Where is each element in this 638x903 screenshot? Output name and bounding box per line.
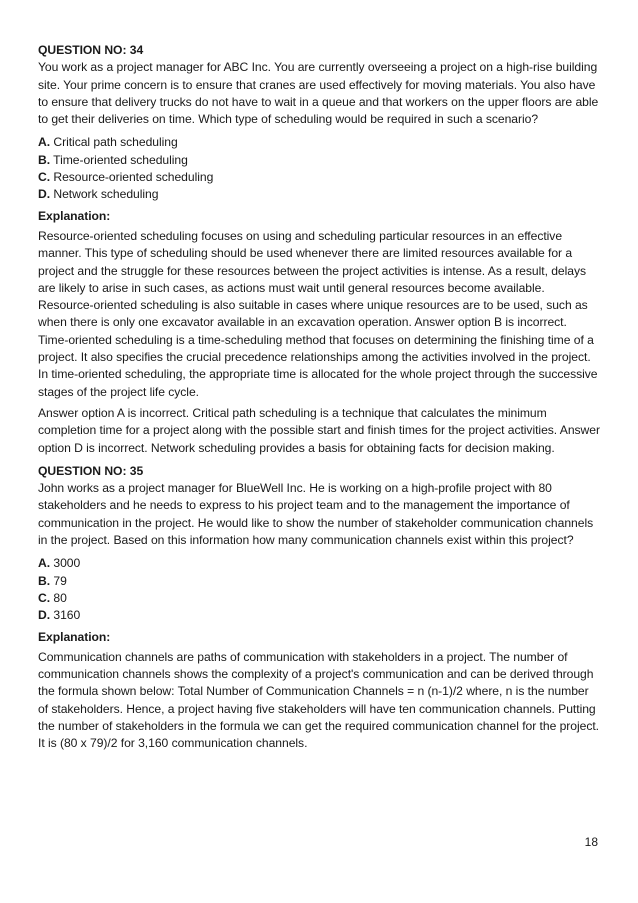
option-text: Resource-oriented scheduling xyxy=(50,170,214,185)
option-c xyxy=(38,590,600,607)
option-letter: A. xyxy=(38,135,51,150)
option-letter: C. xyxy=(38,170,51,185)
option-a xyxy=(38,134,600,151)
option-a xyxy=(38,555,600,572)
option-d xyxy=(38,607,600,624)
explanation-paragraph: Communication channels are paths of communication with stakeholders in a project. The number of communication channels shows the complexity of a project's communication and can be derived through the formula shown below: Total Number of Communication Channels = n (n-1)/2 where, n is the number of stakeholders. Hence, a project having five stakeholders will have ten communication channels. Putting the number of stakeholders in the formula we can get the required communication channel for the project. It is (80 x 79)/2 for 3,160 communication channels. xyxy=(38,649,600,751)
question-35 xyxy=(38,463,600,753)
option-b xyxy=(38,573,600,590)
question-text: You work as a project manager for ABC Inc. You are currently overseeing a project on a high-rise building site. Your prime concern is to ensure that cranes are used effectively for moving materials. You also have to ensure that delivery trucks do not have to wait in a queue and that workers on the upper floors are able to get their deliveries on time. Which type of scheduling would be required in such a scenario? xyxy=(38,60,599,127)
page-content xyxy=(38,42,600,753)
option-text: Critical path scheduling xyxy=(50,135,178,150)
question-title: QUESTION NO: 34 xyxy=(38,43,144,57)
option-d xyxy=(38,186,600,203)
answer-options xyxy=(38,134,600,203)
explanation-heading: Explanation: xyxy=(38,629,111,644)
question-34 xyxy=(38,42,600,457)
explanation-heading: Explanation: xyxy=(38,208,111,223)
option-b xyxy=(38,152,600,169)
option-c xyxy=(38,169,600,186)
option-text: 80 xyxy=(50,590,67,605)
explanation-paragraph: Resource-oriented scheduling focuses on using and scheduling particular resources in an effective manner. This type of scheduling should be used whenever there are limited resources available for a project and the struggle for these resources between the project activities is intense. As a result, delays are likely to arise in such cases, as actions must wait until general resources become available. Resource-oriented scheduling is also suitable in cases where unique resources are to be used, such as when there is only one excavator available in an excavation operation. Answer option B is incorrect. Time-oriented scheduling is a time-scheduling method that focuses on determining the finishing time of a project. It also specifies the crucial precedence relationships among the activities involved in the project. In time-oriented scheduling, the appropriate time is allocated for the whole project through the successive stages of the project life cycle. xyxy=(38,228,598,399)
option-text: Network scheduling xyxy=(50,187,159,202)
option-text: 3000 xyxy=(50,556,81,571)
question-title: QUESTION NO: 35 xyxy=(38,463,144,478)
question-text: John works as a project manager for BlueWell Inc. He is working on a high-profile project with 80 stakeholders and he needs to express to his project team and to the management the importance of communication in the project. He would like to show the number of stakeholder communication channels in the project. Based on this information how many communication channels exist within this project? xyxy=(38,481,594,548)
explanation-paragraph: Answer option A is incorrect. Critical path scheduling is a technique that calculates the minimum completion time for a project along with the possible start and finish times for the project activities. Answer option D is incorrect. Network scheduling provides a basis for obtaining facts for decision making. xyxy=(38,405,600,455)
option-text: Time-oriented scheduling xyxy=(50,152,188,167)
option-text: 79 xyxy=(50,573,67,588)
page-number: 18 xyxy=(584,835,598,849)
option-letter: B. xyxy=(38,152,51,167)
option-letter: D. xyxy=(38,187,51,202)
answer-options xyxy=(38,555,600,624)
option-letter: A. xyxy=(38,556,51,571)
option-letter: C. xyxy=(38,590,51,605)
option-text: 3160 xyxy=(50,608,81,623)
option-letter: D. xyxy=(38,608,51,623)
option-letter: B. xyxy=(38,573,51,588)
